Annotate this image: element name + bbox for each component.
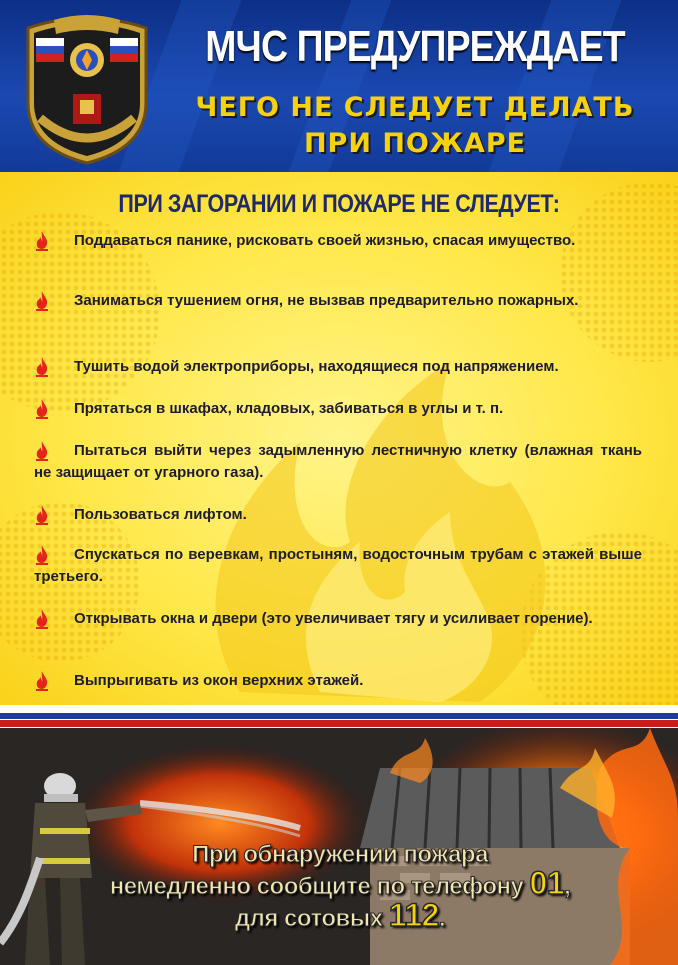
rule-text: Открывать окна и двери (это увеличивает тягу и усиливает горение).	[74, 610, 593, 627]
fire-icon	[34, 291, 50, 311]
flame-watermark-icon	[150, 292, 570, 705]
cta-line3-text: для сотовых	[234, 905, 383, 932]
rule-text: Прятаться в шкафах, кладовых, забиваться в углы и т. п.	[74, 400, 504, 417]
rule-item	[34, 290, 642, 312]
rules-heading: ПРИ ЗАГОРАНИИ И ПОЖАРЕ НЕ СЛЕДУЕТ:	[118, 190, 560, 218]
rule-item	[34, 398, 642, 420]
rules-panel	[0, 172, 678, 705]
rule-text: Спускаться по веревкам, простыням, водосточным трубам с этажей выше третьего.	[34, 546, 642, 585]
fire-icon	[34, 545, 50, 565]
cta-line3: для сотовых 112.	[234, 897, 446, 933]
fire-icon	[34, 231, 50, 251]
rule-item	[34, 230, 642, 252]
emergency-call-message	[80, 840, 600, 933]
header-title: МЧС ПРЕДУПРЕЖДАЕТ	[205, 22, 625, 71]
rule-text: Пользоваться лифтом.	[74, 506, 247, 523]
phone-number: 01	[529, 865, 565, 901]
flag-stripe	[0, 705, 678, 728]
cta-line1: При обнаружении пожара	[192, 841, 488, 868]
fire-icon	[34, 505, 50, 525]
rule-item	[34, 504, 642, 526]
header-subtitle-line1: ЧЕГО НЕ СЛЕДУЕТ ДЕЛАТЬ	[195, 92, 635, 123]
rule-item	[34, 670, 642, 692]
fire-icon	[34, 441, 50, 461]
rule-text: Тушить водой электроприборы, находящиеся под напряжением.	[74, 358, 559, 375]
rule-item	[34, 356, 642, 378]
header	[0, 0, 678, 172]
fire-icon	[34, 671, 50, 691]
rule-item	[34, 544, 642, 588]
rule-text: Выпрыгивать из окон верхних этажей.	[74, 672, 364, 689]
fire-icon	[34, 609, 50, 629]
fire-icon	[34, 357, 50, 377]
mobile-phone-number: 112	[388, 897, 439, 933]
rule-text: Поддаваться панике, рисковать своей жизнью, спасая имущество.	[74, 232, 576, 249]
cta-line2: немедленно сообщите по телефону 01,	[109, 865, 571, 901]
fire-photo	[0, 728, 678, 965]
fire-icon	[34, 399, 50, 419]
rule-text: Заниматься тушением огня, не вызвав предварительно пожарных.	[74, 292, 579, 309]
rule-item	[34, 440, 642, 484]
mchs-badge-icon	[18, 8, 156, 166]
rule-item	[34, 608, 642, 630]
header-subtitle-line2: ПРИ ПОЖАРЕ	[303, 128, 527, 159]
rule-text: Пытаться выйти через задымленную лестничную клетку (влажная ткань не защищает от угарного газа).	[34, 442, 642, 481]
cta-line2-text: немедленно сообщите по телефону	[109, 873, 524, 900]
